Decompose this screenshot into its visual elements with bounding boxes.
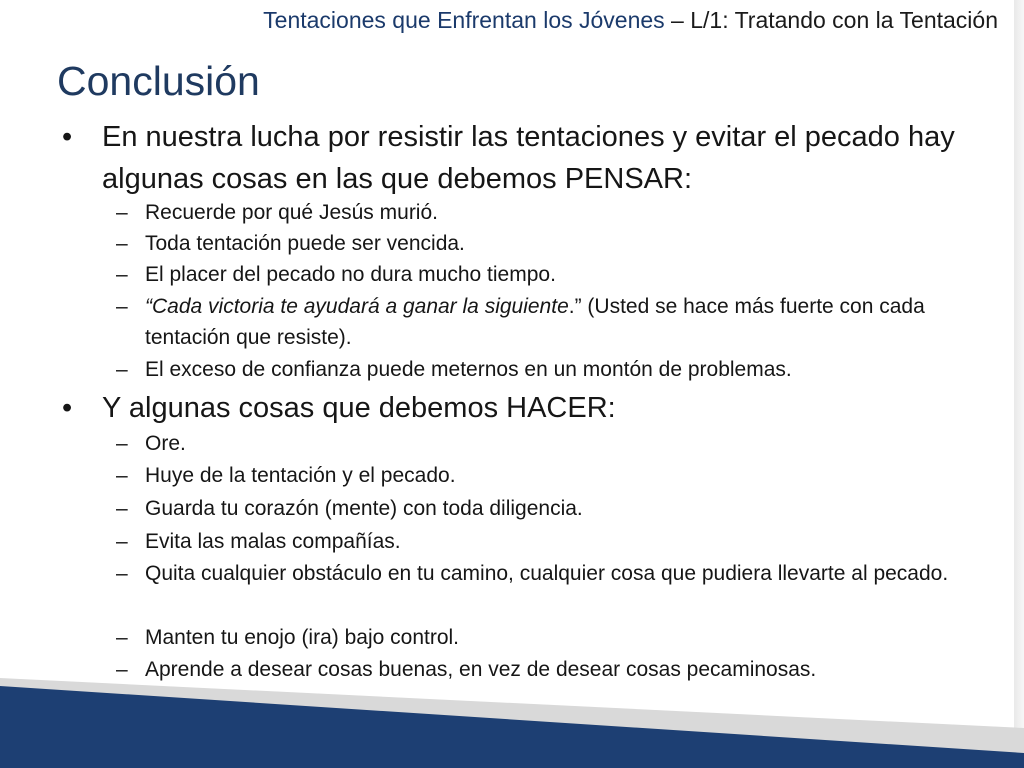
list-item-text: Toda tentación puede ser vencida. — [145, 232, 465, 255]
list-item-text: Manten tu enojo (ira) bajo control. — [145, 626, 460, 649]
dash-marker: – — [116, 464, 128, 487]
bullet-marker: • — [62, 121, 73, 153]
dash-marker: – — [116, 232, 128, 255]
dash-marker: – — [116, 263, 128, 286]
dash-marker: – — [116, 432, 128, 455]
slide-title: Conclusión — [57, 58, 260, 104]
course-title: Tentaciones que Enfrentan los Jóvenes — [263, 7, 665, 33]
list-item-text: Aprende a desear cosas buenas, en vez de desear cosas pecaminosas. — [145, 658, 817, 681]
dash-marker: – — [116, 295, 128, 318]
right-edge-stripe — [1014, 0, 1024, 768]
bullet-marker: • — [62, 392, 73, 424]
quote-rest-text: .” (Usted se hace más fuerte con cada tentación que resiste). — [145, 295, 925, 349]
list-item-text: Guarda tu corazón (mente) con toda diligencia. — [145, 497, 583, 520]
header-separator: – — [664, 7, 691, 33]
list-item-text: El placer del pecado no dura mucho tiempo. — [145, 263, 556, 286]
list-item-text: Huye de la tentación y el pecado. — [145, 464, 456, 487]
bullet-text: Y algunas cosas que debemos HACER: — [102, 392, 616, 424]
dash-marker: – — [116, 497, 128, 520]
dash-marker: – — [116, 626, 128, 649]
list-item-text: Recuerde por qué Jesús murió. — [145, 201, 438, 224]
dash-marker: – — [116, 530, 128, 553]
lesson-title: L/1: Tratando con la Tentación — [690, 7, 998, 33]
dash-marker: – — [116, 562, 128, 585]
slide-header — [263, 7, 998, 34]
bullet-text: En nuestra lucha por resistir las tentaciones y evitar el pecado hay algunas cosas en las que debemos PENSAR: — [102, 121, 955, 195]
list-item-text: Quita cualquier obstáculo en tu camino, cualquier cosa que pudiera llevarte al pecado. — [145, 562, 949, 585]
list-item-text — [145, 291, 996, 353]
list-item-text: El exceso de confianza puede meternos en un montón de problemas. — [145, 358, 792, 381]
list-item-text: Evita las malas compañías. — [145, 530, 401, 553]
list-item-text: Ore. — [145, 432, 186, 455]
quote-text: “Cada victoria te ayudará a ganar la siguiente — [145, 295, 569, 318]
dash-marker: – — [116, 358, 128, 381]
dash-marker: – — [116, 658, 128, 681]
dash-marker: – — [116, 201, 128, 224]
